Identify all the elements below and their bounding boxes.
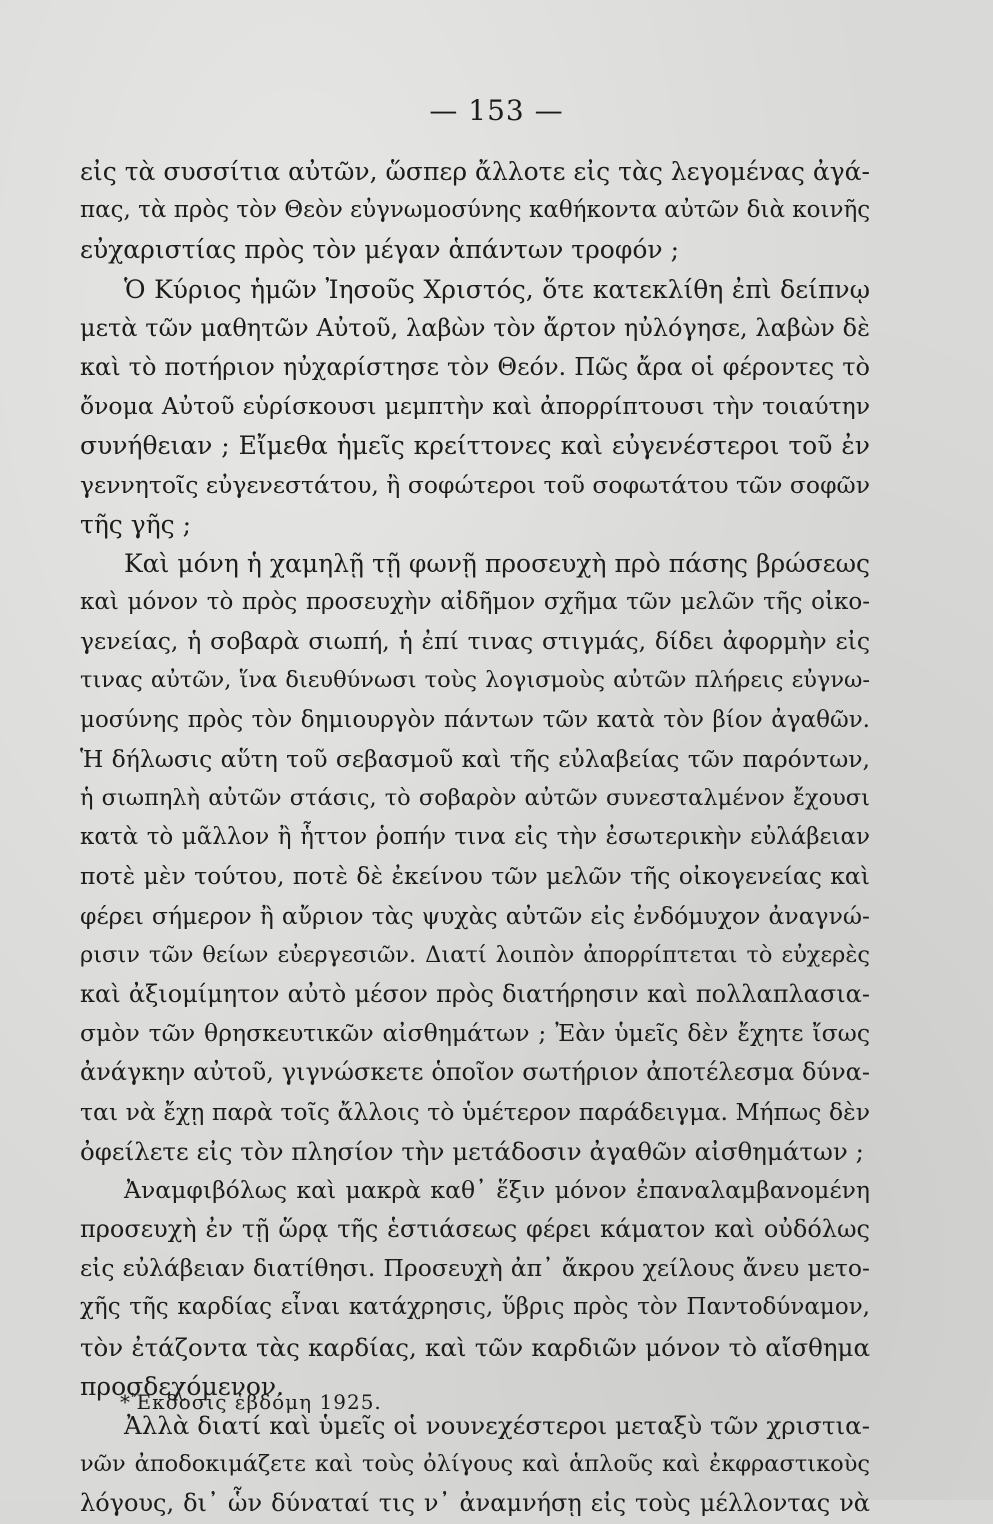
text-line: κατὰ τὸ μᾶλλον ἢ ἧττον ῥοπήν τινα εἰς τὴν ἐσωτερικὴν εὐλάβειαν [80,824,870,851]
text-line: ὄνομα Αὐτοῦ εὑρίσκουσι μεμπτὴν καὶ ἀπορρίπτουσι τὴν τοιαύτην [80,392,870,421]
text-line: καὶ τὸ ποτήριον ηὐχαρίστησε τὸν Θεόν. Πῶς ἄρα οἱ φέροντες τὸ [80,352,870,381]
text-line: ρισιν τῶν θείων εὐεργεσιῶν. Διατί λοιπὸν ἀπορρίπτεται τὸ εὐχερὲς [80,941,870,968]
text-line: χῆς τῆς καρδίας εἶναι κατάχρησις, ὕβρις πρὸς τὸν Παντοδύναμον, [80,1294,870,1321]
page-number: — 153 — [429,94,564,127]
text-line: Ἀλλὰ διατί καὶ ὑμεῖς οἱ νουνεχέστεροι μεταξὺ τῶν χριστια- [124,1411,870,1440]
text-line: προσδεχόμενον. [80,1371,285,1401]
body-text [80,152,870,1524]
text-line: Ὁ Κύριος ἡμῶν Ἰησοῦς Χριστός, ὅτε κατεκλίθη ἐπὶ δείπνῳ [124,274,870,304]
text-line: Ἡ δήλωσις αὕτη τοῦ σεβασμοῦ καὶ τῆς εὐλαβείας τῶν παρόντων, [80,744,870,773]
text-line: πας, τὰ πρὸς τὸν Θεὸν εὐγνωμοσύνης καθήκοντα αὐτῶν διὰ κοινῆς [80,197,870,224]
text-line: ἡ σιωπηλὴ αὐτῶν στάσις, τὸ σοβαρὸν αὐτῶν συνεσταλμένον ἔχουσι [80,785,870,811]
text-line: μετὰ τῶν μαθητῶν Αὐτοῦ, λαβὼν τὸν ἄρτον ηὐλόγησε, λαβὼν δὲ [80,313,870,342]
text-line: Ἀναμφιβόλως καὶ μακρὰ καθ᾽ ἕξιν μόνον ἐπαναλαμβανομένη [124,1175,870,1204]
text-line: φέρει σήμερον ἢ αὔριον τὰς ψυχὰς αὐτῶν εἰς ἐνδόμυχον ἀναγνώ- [80,901,870,930]
text-line: εὐχαριστίας πρὸς τὸν μέγαν ἁπάντων τροφόν ; [80,235,679,265]
text-line: τὸν ἐτάζοντα τὰς καρδίας, καὶ τῶν καρδιῶν μόνον τὸ αἴσθημα [80,1332,870,1362]
text-line: σμὸν τῶν θρησκευτικῶν αἰσθημάτων ; Ἐὰν ὑμεῖς δὲν ἔχητε ἴσως [80,1019,870,1048]
text-line: τῆς γῆς ; [80,509,192,539]
text-line: καὶ μόνον τὸ πρὸς προσευχὴν αἰδῆμον σχῆμα τῶν μελῶν τῆς οἰκο- [80,589,870,616]
text-line: προσευχὴ ἐν τῇ ὥρᾳ τῆς ἑστιάσεως φέρει κάματον καὶ οὐδόλως [80,1215,870,1244]
text-line: γεννητοῖς εὐγενεστάτου, ἢ σοφώτεροι τοῦ σοφωτάτου τῶν σοφῶν [80,470,870,499]
text-line: ὀφείλετε εἰς τὸν πλησίον τὴν μετάδοσιν ἀγαθῶν αἰσθημάτων ; [80,1136,864,1166]
text-line: Καὶ μόνη ἡ χαμηλῇ τῇ φωνῇ προσευχὴ πρὸ πάσης βρώσεως [124,548,870,578]
edition-footnote: *Ἔκδοσις ἑβδόμη 1925. [120,1390,382,1414]
text-line: εἰς εὐλάβειαν διατίθησι. Προσευχὴ ἀπ᾽ ἄκρου χείλους ἄνευ μετο- [80,1254,870,1283]
text-line: εἰς τὰ συσσίτια αὐτῶν, ὥσπερ ἄλλοτε εἰς τὰς λεγομένας ἀγά- [80,157,870,186]
text-line: νῶν ἀποδοκιμάζετε καὶ τοὺς ὀλίγους καὶ ἁπλοῦς καὶ ἐκφραστικοὺς [80,1451,870,1478]
text-line: ἀνάγκην αὐτοῦ, γιγνώσκετε ὁποῖον σωτήριον ἀποτέλεσμα δύνα- [80,1058,870,1087]
text-line: καὶ ἀξιομίμητον αὐτὸ μέσον πρὸς διατήρησιν καὶ πολλαπλασια- [80,979,870,1008]
text-line: συνήθειαν ; Εἴμεθα ἡμεῖς κρείττονες καὶ εὐγενέστεροι τοῦ ἐν [80,431,870,461]
text-line: ποτὲ μὲν τούτου, ποτὲ δὲ ἐκείνου τῶν μελῶν τῆς οἰκογενείας καὶ [80,862,870,891]
text-line: γενείας, ἡ σοβαρὰ σιωπή, ἡ ἐπί τινας στιγμάς, δίδει ἀφορμὴν εἰς [80,627,870,656]
text-line: λόγους, δι᾽ ὧν δύναταί τις ν᾽ ἀναμνήσῃ εἰς τοὺς μέλλοντας νὰ [80,1489,870,1518]
text-line: ται νὰ ἔχῃ παρὰ τοῖς ἄλλοις τὸ ὑμέτερον παράδειγμα. Μήπως δὲν [80,1097,870,1126]
text-line: μοσύνης πρὸς τὸν δημιουργὸν πάντων τῶν κατὰ τὸν βίον ἀγαθῶν. [80,706,870,733]
text-line: τινας αὐτῶν, ἵνα διευθύνωσι τοὺς λογισμοὺς αὐτῶν πλήρεις εὐγνω- [80,667,870,694]
